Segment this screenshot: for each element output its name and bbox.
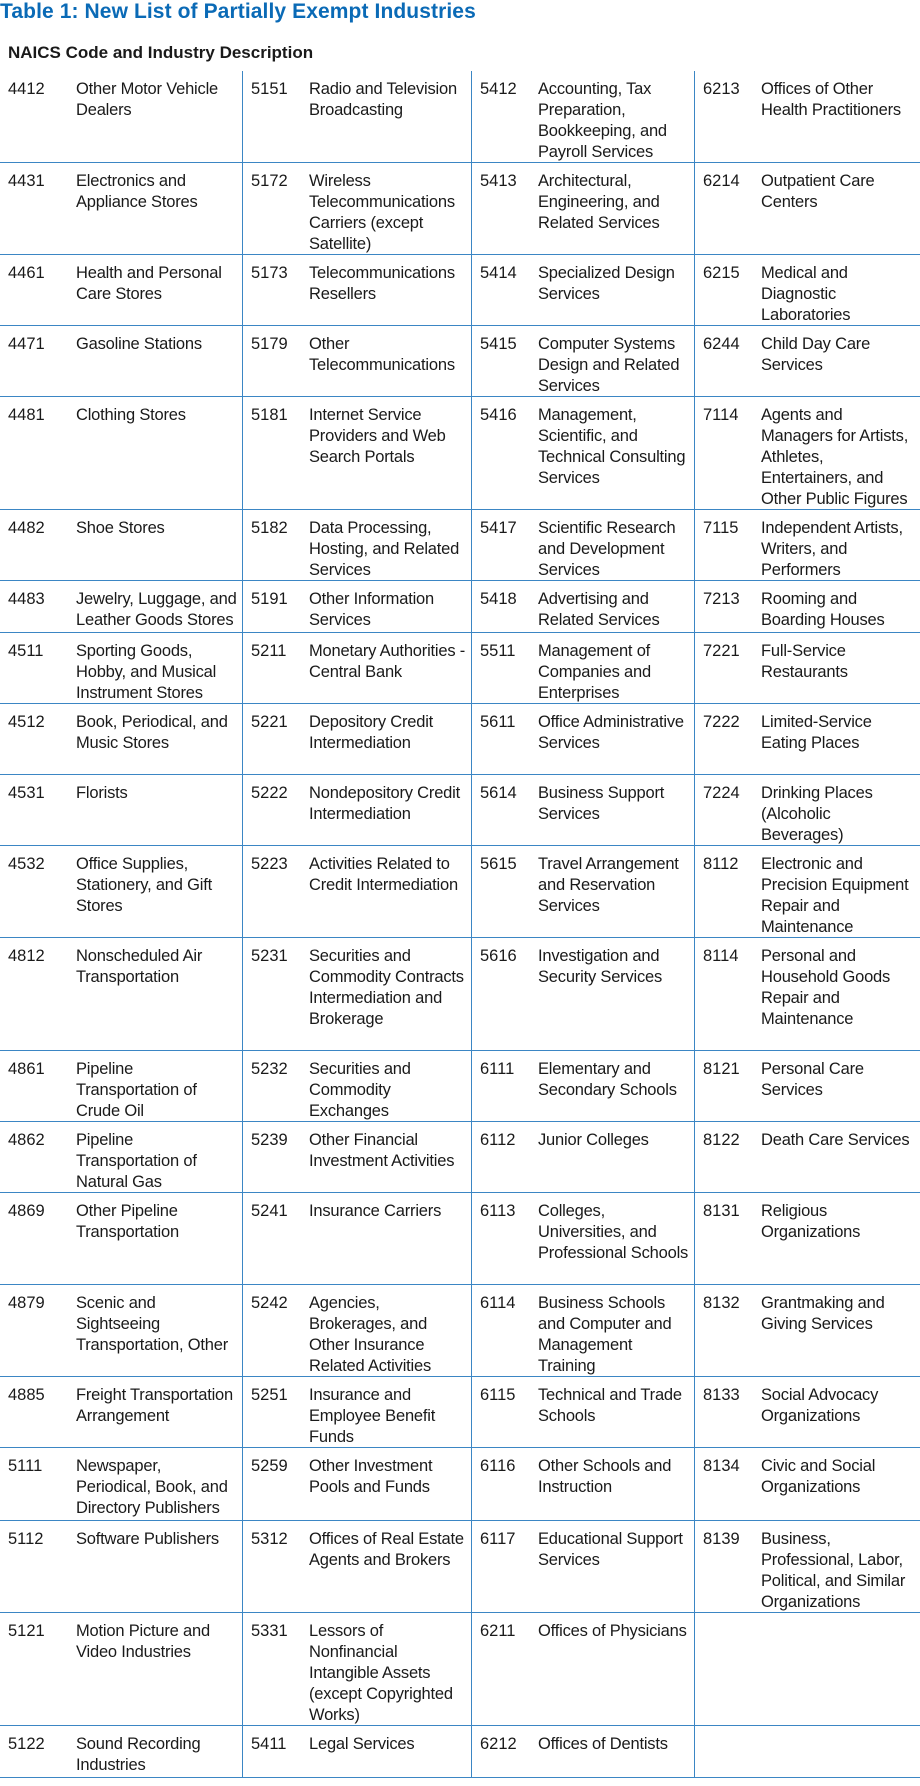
table-cell	[471, 1051, 694, 1121]
industry-description: Office Supplies, Stationery, and Gift Stores	[76, 855, 213, 915]
table-cell	[694, 397, 920, 509]
table-row	[0, 1122, 920, 1193]
naics-code: 8112	[703, 855, 739, 873]
table-row	[0, 775, 920, 846]
table-row	[0, 633, 920, 704]
industry-description: Software Publishers	[76, 1530, 219, 1548]
table-cell	[242, 1285, 471, 1376]
industry-description: Gasoline Stations	[76, 335, 202, 353]
naics-code: 5122	[8, 1735, 45, 1753]
naics-code: 6244	[703, 335, 740, 353]
industry-description: Internet Service Providers and Web Search Portals	[309, 406, 446, 466]
industry-description: Insurance and Employee Benefit Funds	[309, 1386, 436, 1446]
industry-description: Nondepository Credit Intermediation	[309, 784, 460, 823]
table-row	[0, 397, 920, 510]
table-cell	[0, 1193, 242, 1284]
naics-code: 5211	[251, 642, 287, 660]
table-cell	[471, 1448, 694, 1520]
table-cell	[471, 1726, 694, 1777]
industry-description: Independent Artists, Writers, and Performers	[761, 519, 903, 579]
table-cell	[471, 1122, 694, 1192]
naics-code: 5616	[480, 947, 517, 965]
naics-code: 6114	[480, 1294, 516, 1312]
industry-description: Health and Personal Care Stores	[76, 264, 222, 303]
table-cell	[242, 846, 471, 937]
naics-code: 5414	[480, 264, 517, 282]
table-cell	[694, 510, 920, 580]
industry-description: Offices of Physicians	[538, 1622, 687, 1640]
table-cell	[0, 255, 242, 325]
naics-code: 8132	[703, 1294, 740, 1312]
industry-description: Scientific Research and Development Services	[538, 519, 676, 579]
table-cell	[0, 938, 242, 1050]
naics-code: 4511	[8, 642, 44, 660]
table-cell	[694, 581, 920, 632]
industry-description: Scenic and Sightseeing Transportation, Other	[76, 1294, 229, 1354]
naics-code: 4461	[8, 264, 45, 282]
industry-description: Monetary Authorities - Central Bank	[309, 642, 466, 681]
naics-code: 4481	[8, 406, 45, 424]
table-cell	[471, 255, 694, 325]
naics-code: 7115	[703, 519, 739, 537]
industry-description: Personal Care Services	[761, 1060, 864, 1099]
table-cell	[471, 938, 694, 1050]
table-cell	[694, 1521, 920, 1612]
table-row	[0, 163, 920, 255]
table-cell	[0, 704, 242, 774]
industry-description: Limited-Service Eating Places	[761, 713, 872, 752]
industry-description: Religious Organizations	[761, 1202, 861, 1241]
naics-code: 5241	[251, 1202, 288, 1220]
table-cell	[471, 1193, 694, 1284]
industry-description: Business, Professional, Labor, Political, and Similar Organizations	[761, 1530, 906, 1611]
table-row	[0, 938, 920, 1051]
table-cell	[242, 1193, 471, 1284]
naics-code: 8131	[703, 1202, 740, 1220]
industry-description: Office Administrative Services	[538, 713, 684, 752]
table-cell	[242, 1448, 471, 1520]
table-cell	[694, 1193, 920, 1284]
table-cell	[471, 71, 694, 162]
table-row	[0, 255, 920, 326]
industry-description: Clothing Stores	[76, 406, 186, 424]
industry-description: Securities and Commodity Contracts Intermediation and Brokerage	[309, 947, 464, 1028]
industry-description: Management, Scientific, and Technical Consulting Services	[538, 406, 686, 487]
table-cell	[471, 326, 694, 396]
industry-description: Nonscheduled Air Transportation	[76, 947, 203, 986]
table-cell	[242, 1051, 471, 1121]
table-cell	[242, 397, 471, 509]
industry-description: Depository Credit Intermediation	[309, 713, 434, 752]
table-cell	[242, 1521, 471, 1612]
industry-description: Insurance Carriers	[309, 1202, 442, 1220]
naics-code: 5611	[480, 713, 516, 731]
industry-description: Florists	[76, 784, 128, 802]
industries-table	[0, 71, 920, 1778]
table-cell	[242, 581, 471, 632]
industry-description: Offices of Other Health Practitioners	[761, 80, 901, 119]
table-row	[0, 846, 920, 938]
naics-code	[695, 1621, 761, 1721]
industry-description: Junior Colleges	[538, 1131, 649, 1149]
table-cell	[471, 1285, 694, 1376]
industry-description: Lessors of Nonfinancial Intangible Assets (except Copyrighted Works)	[309, 1622, 453, 1724]
industry-description: Pipeline Transportation of Crude Oil	[76, 1060, 197, 1120]
naics-code: 6215	[703, 264, 740, 282]
industry-description: Other Motor Vehicle Dealers	[76, 80, 219, 119]
table-subtitle: NAICS Code and Industry Description	[8, 43, 314, 62]
naics-code: 5111	[8, 1457, 43, 1475]
naics-code: 5173	[251, 264, 288, 282]
table-row	[0, 71, 920, 163]
table-cell	[694, 1377, 920, 1447]
naics-code: 5312	[251, 1530, 288, 1548]
naics-code: 8122	[703, 1131, 740, 1149]
industry-description: Specialized Design Services	[538, 264, 675, 303]
table-cell	[0, 775, 242, 845]
naics-code: 5221	[251, 713, 288, 731]
naics-code: 5511	[480, 642, 516, 660]
table-cell	[471, 510, 694, 580]
naics-code: 5416	[480, 406, 517, 424]
industry-description: Medical and Diagnostic Laboratories	[761, 264, 851, 324]
naics-code: 6113	[480, 1202, 516, 1220]
industry-description: Business Schools and Computer and Management Training	[538, 1294, 672, 1375]
naics-code: 8114	[703, 947, 739, 965]
table-cell	[471, 163, 694, 254]
industry-description: Civic and Social Organizations	[761, 1457, 876, 1496]
industry-description: Accounting, Tax Preparation, Bookkeeping, and Payroll Services	[538, 80, 667, 161]
table-cell	[471, 775, 694, 845]
table-cell	[242, 633, 471, 703]
table-cell	[694, 633, 920, 703]
table-row	[0, 581, 920, 633]
industry-description: Sporting Goods, Hobby, and Musical Instrument Stores	[76, 642, 217, 702]
industry-description: Activities Related to Credit Intermediation	[309, 855, 458, 894]
table-cell	[694, 1285, 920, 1376]
industry-description: Other Pipeline Transportation	[76, 1202, 179, 1241]
table-cell	[694, 846, 920, 937]
naics-code: 7114	[703, 406, 739, 424]
industry-description: Sound Recording Industries	[76, 1735, 201, 1774]
table-cell	[694, 704, 920, 774]
industry-description: Advertising and Related Services	[538, 590, 660, 629]
naics-code: 6212	[480, 1735, 517, 1753]
table-cell	[0, 326, 242, 396]
naics-code: 5614	[480, 784, 517, 802]
industry-description: Death Care Services	[761, 1131, 910, 1149]
industry-description: Other Telecommunications	[309, 335, 455, 374]
naics-code: 5112	[8, 1530, 44, 1548]
table-row	[0, 1051, 920, 1122]
table-cell	[242, 1377, 471, 1447]
table-cell	[471, 1521, 694, 1612]
industry-description: Other Schools and Instruction	[538, 1457, 672, 1496]
industry-description: Other Investment Pools and Funds	[309, 1457, 433, 1496]
naics-code: 4431	[8, 172, 45, 190]
industry-description: Business Support Services	[538, 784, 665, 823]
industry-description: Full-Service Restaurants	[761, 642, 848, 681]
industry-description: Outpatient Care Centers	[761, 172, 875, 211]
industry-description: Technical and Trade Schools	[538, 1386, 682, 1425]
naics-code: 7222	[703, 713, 740, 731]
table-cell	[694, 255, 920, 325]
table-row	[0, 510, 920, 581]
industry-description: Offices of Real Estate Agents and Brokers	[309, 1530, 464, 1569]
table-cell	[242, 163, 471, 254]
industry-description: Personal and Household Goods Repair and Maintenance	[761, 947, 891, 1028]
table-cell	[694, 938, 920, 1050]
table-cell	[242, 255, 471, 325]
naics-code: 5615	[480, 855, 517, 873]
industry-description: Electronic and Precision Equipment Repair and Maintenance	[761, 855, 909, 936]
table-cell	[694, 71, 920, 162]
naics-code: 8139	[703, 1530, 740, 1548]
table-cell	[694, 1726, 920, 1777]
table-row	[0, 1448, 920, 1521]
naics-code: 5121	[8, 1622, 45, 1640]
industry-description: Investigation and Security Services	[538, 947, 663, 986]
industry-description	[761, 1621, 920, 1721]
naics-code: 5222	[251, 784, 288, 802]
industry-description: Other Financial Investment Activities	[309, 1131, 455, 1170]
naics-code: 5417	[480, 519, 517, 537]
table-cell	[242, 704, 471, 774]
table-cell	[694, 1448, 920, 1520]
naics-code: 5411	[251, 1735, 287, 1753]
naics-code: 4532	[8, 855, 45, 873]
naics-code: 5331	[251, 1622, 288, 1640]
table-cell	[0, 163, 242, 254]
table-cell	[242, 938, 471, 1050]
table-row	[0, 1613, 920, 1726]
naics-code: 4861	[8, 1060, 45, 1078]
table-row	[0, 1521, 920, 1613]
naics-code: 5239	[251, 1131, 288, 1149]
table-cell	[694, 1613, 920, 1725]
table-cell	[471, 1377, 694, 1447]
table-cell	[694, 1051, 920, 1121]
table-cell	[0, 1051, 242, 1121]
naics-code: 7213	[703, 590, 740, 608]
naics-code: 6211	[480, 1622, 516, 1640]
table-cell	[242, 1122, 471, 1192]
table-row	[0, 326, 920, 397]
naics-code: 5231	[251, 947, 288, 965]
table-cell	[0, 846, 242, 937]
table-cell	[471, 846, 694, 937]
naics-code: 5223	[251, 855, 288, 873]
naics-code: 6111	[480, 1060, 515, 1078]
naics-code: 4471	[8, 335, 45, 353]
naics-code: 5415	[480, 335, 517, 353]
industry-description: Freight Transportation Arrangement	[76, 1386, 234, 1425]
industry-description: Legal Services	[309, 1735, 415, 1753]
table-cell	[242, 1726, 471, 1777]
table-cell	[0, 633, 242, 703]
industry-description: Elementary and Secondary Schools	[538, 1060, 677, 1099]
industry-description: Colleges, Universities, and Professional Schools	[538, 1202, 689, 1262]
table-cell	[242, 1613, 471, 1725]
table-cell	[0, 510, 242, 580]
industry-description: Grantmaking and Giving Services	[761, 1294, 885, 1333]
table-cell	[0, 1285, 242, 1376]
industry-description: Electronics and Appliance Stores	[76, 172, 198, 211]
naics-code: 4885	[8, 1386, 45, 1404]
table-cell	[0, 581, 242, 632]
naics-code: 5418	[480, 590, 517, 608]
industry-description: Jewelry, Luggage, and Leather Goods Stores	[76, 590, 237, 629]
industry-description: Securities and Commodity Exchanges	[309, 1060, 411, 1120]
industry-description: Agencies, Brokerages, and Other Insurance Related Activities	[309, 1294, 432, 1375]
naics-code: 4531	[8, 784, 45, 802]
industry-description: Radio and Television Broadcasting	[309, 80, 457, 119]
naics-code: 5232	[251, 1060, 288, 1078]
table-cell	[471, 704, 694, 774]
table-cell	[242, 775, 471, 845]
table-cell	[471, 397, 694, 509]
industry-description: Child Day Care Services	[761, 335, 871, 374]
industry-description: Wireless Telecommunications Carriers (except Satellite)	[309, 172, 455, 253]
naics-code	[695, 1734, 761, 1773]
naics-code: 6213	[703, 80, 740, 98]
table-cell	[242, 71, 471, 162]
naics-code: 4482	[8, 519, 45, 537]
table-cell	[0, 1521, 242, 1612]
industry-description: Educational Support Services	[538, 1530, 683, 1569]
table-cell	[471, 1613, 694, 1725]
naics-code: 5191	[251, 590, 288, 608]
naics-code: 5151	[251, 80, 288, 98]
naics-code: 4412	[8, 80, 45, 98]
industry-description: Other Information Services	[309, 590, 434, 629]
naics-code: 5182	[251, 519, 288, 537]
table-cell	[471, 633, 694, 703]
industry-description: Telecommunications Resellers	[309, 264, 455, 303]
naics-code: 5412	[480, 80, 517, 98]
naics-code: 5181	[251, 406, 288, 424]
naics-code: 6116	[480, 1457, 516, 1475]
table-row	[0, 704, 920, 775]
naics-code: 6214	[703, 172, 740, 190]
industry-description: Drinking Places (Alcoholic Beverages)	[761, 784, 873, 844]
naics-code: 4862	[8, 1131, 45, 1149]
industry-description: Motion Picture and Video Industries	[76, 1622, 210, 1661]
naics-code: 8134	[703, 1457, 740, 1475]
naics-code: 8133	[703, 1386, 740, 1404]
table-cell	[694, 1122, 920, 1192]
table-cell	[242, 510, 471, 580]
table-cell	[0, 1726, 242, 1777]
industry-description: Rooming and Boarding Houses	[761, 590, 885, 629]
industry-description: Data Processing, Hosting, and Related Services	[309, 519, 460, 579]
naics-code: 7221	[703, 642, 740, 660]
naics-code: 5251	[251, 1386, 288, 1404]
naics-code: 5179	[251, 335, 288, 353]
naics-code: 6117	[480, 1530, 516, 1548]
table-cell	[0, 1377, 242, 1447]
industry-description: Shoe Stores	[76, 519, 165, 537]
industry-description: Management of Companies and Enterprises	[538, 642, 651, 702]
table-row	[0, 1377, 920, 1448]
naics-code: 5259	[251, 1457, 288, 1475]
industry-description: Architectural, Engineering, and Related Services	[538, 172, 660, 232]
industry-description: Social Advocacy Organizations	[761, 1386, 879, 1425]
table-cell	[0, 1448, 242, 1520]
industry-description: Travel Arrangement and Reservation Services	[538, 855, 679, 915]
naics-code: 8121	[703, 1060, 740, 1078]
table-cell	[471, 581, 694, 632]
naics-code: 4812	[8, 947, 45, 965]
naics-code: 5413	[480, 172, 517, 190]
industry-description: Newspaper, Periodical, Book, and Directory Publishers	[76, 1457, 228, 1517]
naics-code: 5172	[251, 172, 288, 190]
naics-code: 4879	[8, 1294, 45, 1312]
table-cell	[0, 1122, 242, 1192]
table-cell	[694, 326, 920, 396]
table-cell	[242, 326, 471, 396]
industry-description	[761, 1734, 920, 1773]
naics-code: 4483	[8, 590, 45, 608]
table-cell	[0, 71, 242, 162]
table-cell	[0, 397, 242, 509]
industry-description: Book, Periodical, and Music Stores	[76, 713, 228, 752]
naics-code: 7224	[703, 784, 740, 802]
industry-description: Offices of Dentists	[538, 1735, 668, 1753]
table-cell	[0, 1613, 242, 1725]
table-cell	[694, 163, 920, 254]
naics-code: 6115	[480, 1386, 516, 1404]
table-row	[0, 1726, 920, 1778]
naics-code: 4869	[8, 1202, 45, 1220]
table-row	[0, 1285, 920, 1377]
table-cell	[694, 775, 920, 845]
naics-code: 5242	[251, 1294, 288, 1312]
naics-code: 6112	[480, 1131, 516, 1149]
industry-description: Pipeline Transportation of Natural Gas	[76, 1131, 197, 1191]
naics-code: 4512	[8, 713, 45, 731]
table-row	[0, 1193, 920, 1285]
industry-description: Computer Systems Design and Related Services	[538, 335, 680, 395]
industry-description: Agents and Managers for Artists, Athletes, Entertainers, and Other Public Figures	[761, 406, 909, 508]
table-title: Table 1: New List of Partially Exempt Industries	[0, 0, 476, 23]
